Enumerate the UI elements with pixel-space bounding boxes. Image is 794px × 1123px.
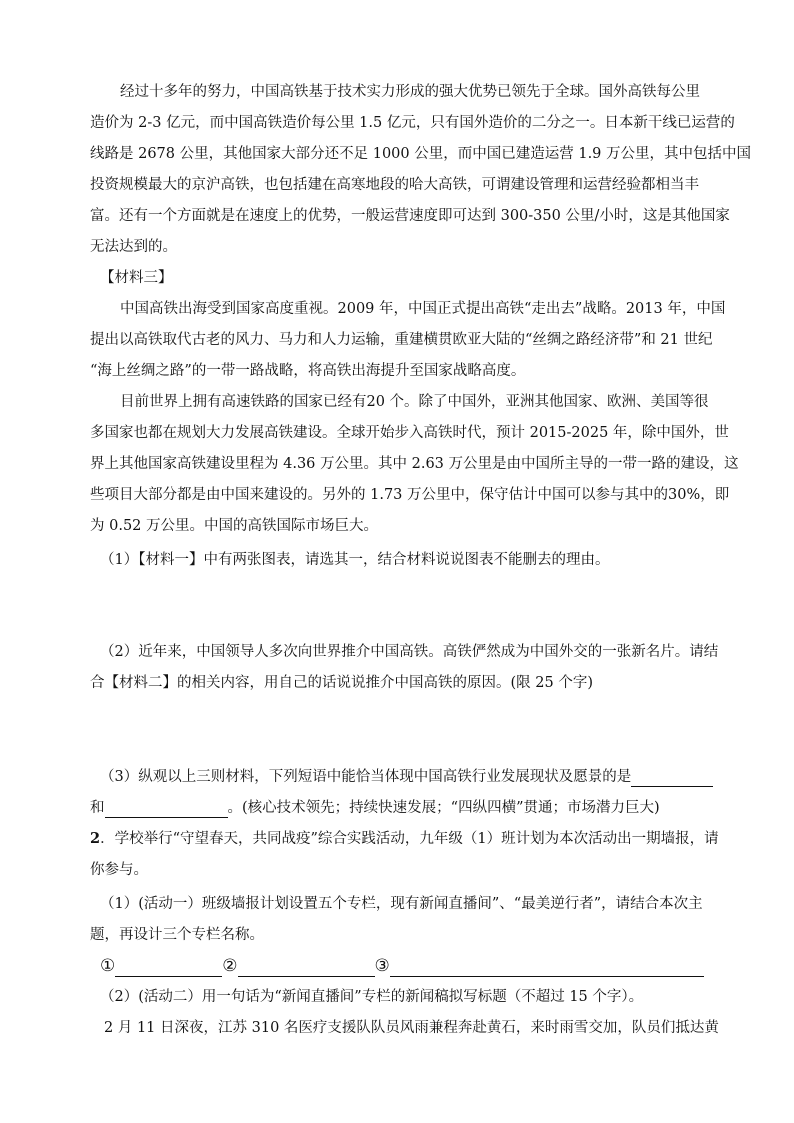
- paragraph-3-line: 多国家也都在规划大力发展高铁建设。全球开始步入高铁时代，预计 2015-2025 年，除中国外，世: [90, 425, 729, 441]
- paragraph-1-line: 造价为 2-3 亿元，而中国高铁造价每公里 1.5 亿元，只有国外造价的二分之一。日本新干线已运营的: [90, 115, 735, 131]
- paragraph-1-line: 经过十多年的努力，中国高铁基于技术实力形成的强大优势已领先于全球。国外高铁每公里: [120, 84, 700, 100]
- paragraph-2-line: “海上丝绸之路”的一带一路战略，将高铁出海提升至国家战略高度。: [90, 363, 526, 379]
- paragraph-1-line: 富。还有一个方面就是在速度上的优势，一般运营速度即可达到 300-350 公里/小时，这是其他国家: [90, 208, 730, 224]
- circled-number-1: ①: [100, 956, 116, 976]
- question-3-suffix: 。(核心技术领先；持续快速发展；“四纵四横”贯通；市场潜力巨大): [227, 800, 660, 816]
- question-1: （1）【材料一】中有两张图表，请选其一，结合材料说说图表不能删去的理由。: [100, 552, 610, 568]
- paragraph-1-line: 投资规模最大的京沪高铁，也包括建在高寒地段的哈大高铁，可谓建设管理和运营经验都相当丰: [90, 177, 699, 193]
- item-2-text: ．学校举行“守望春天，共同战疫”综合实践活动，九年级（1）班计划为本次活动出一期墙报，请: [100, 831, 719, 847]
- question-3-line-1: [100, 767, 720, 789]
- news-paragraph-line: 2 月 11 日深夜，江苏 310 名医疗支援队队员风雨兼程奔赴黄石，来时雨雪交加，队员们抵达黄: [104, 1020, 719, 1036]
- item-2-number: 2: [90, 830, 101, 847]
- paragraph-3-line: 目前世界上拥有高速铁路的国家已经有20 个。除了中国外，亚洲其他国家、欧洲、美国等很: [120, 394, 709, 410]
- paragraph-3-line: 些项目大部分都是由中国来建设的。另外的 1.73 万公里中，保守估计中国可以参与其中的30%，即: [90, 487, 730, 503]
- column-name-blank-2[interactable]: [238, 960, 375, 977]
- activity-1-line: （1）(活动一）班级墙报计划设置五个专栏，现有新闻直播间”、“最美逆行者”，请结合本次主: [100, 896, 703, 912]
- activity-2: （2）(活动二）用一句话为“新闻直播间”专栏的新闻稿拟写标题（不超过 15 个字）。: [100, 989, 644, 1005]
- question-2-line: （2）近年来，中国领导人多次向世界推介中国高铁。高铁俨然成为中国外交的一张新名片。请结: [100, 644, 719, 660]
- question-3-text: （3）纵观以上三则材料，下列短语中能恰当体现中国高铁行业发展现状及愿景的是: [100, 769, 632, 785]
- item-2-line-2: 你参与。: [90, 862, 148, 878]
- paragraph-1-line: 线路是 2678 公里，其他国家大部分还不足 1000 公里，而中国已建造运营 1.9 万公里，其中包括中国: [90, 146, 752, 162]
- column-name-blanks: [100, 956, 720, 978]
- column-name-blank-1[interactable]: [115, 960, 222, 977]
- column-name-blank-3[interactable]: [390, 960, 704, 977]
- paragraph-3-line: 为 0.52 万公里。中国的高铁国际市场巨大。: [90, 518, 379, 534]
- item-2-line-1: [90, 829, 720, 851]
- activity-1-line: 题，再设计三个专栏名称。: [90, 927, 264, 943]
- question-3-prefix: 和: [90, 800, 105, 816]
- answer-blank-1[interactable]: [631, 770, 713, 787]
- circled-number-3: ③: [374, 956, 390, 976]
- question-2-line: 合【材料二】的相关内容，用自己的话说说推介中国高铁的原因。(限 25 个字): [90, 675, 593, 691]
- answer-blank-2[interactable]: [105, 801, 228, 818]
- paragraph-2-line: 提出以高铁取代古老的风力、马力和人力运输，重建横贯欧亚大陆的“丝绸之路经济带”和 21 世纪: [90, 332, 713, 348]
- paragraph-1-line: 无法达到的。: [90, 239, 177, 255]
- paragraph-2-line: 中国高铁出海受到国家高度重视。2009 年，中国正式提出高铁“走出去”战略。2013 年，中国: [120, 301, 726, 317]
- material-three-heading: 【材料三】: [100, 270, 173, 286]
- question-3-line-2: [90, 798, 720, 820]
- paragraph-3-line: 界上其他国家高铁建设里程为 4.36 万公里。其中 2.63 万公里是由中国所主导的一带一路的建设，这: [90, 456, 739, 472]
- circled-number-2: ②: [222, 956, 238, 976]
